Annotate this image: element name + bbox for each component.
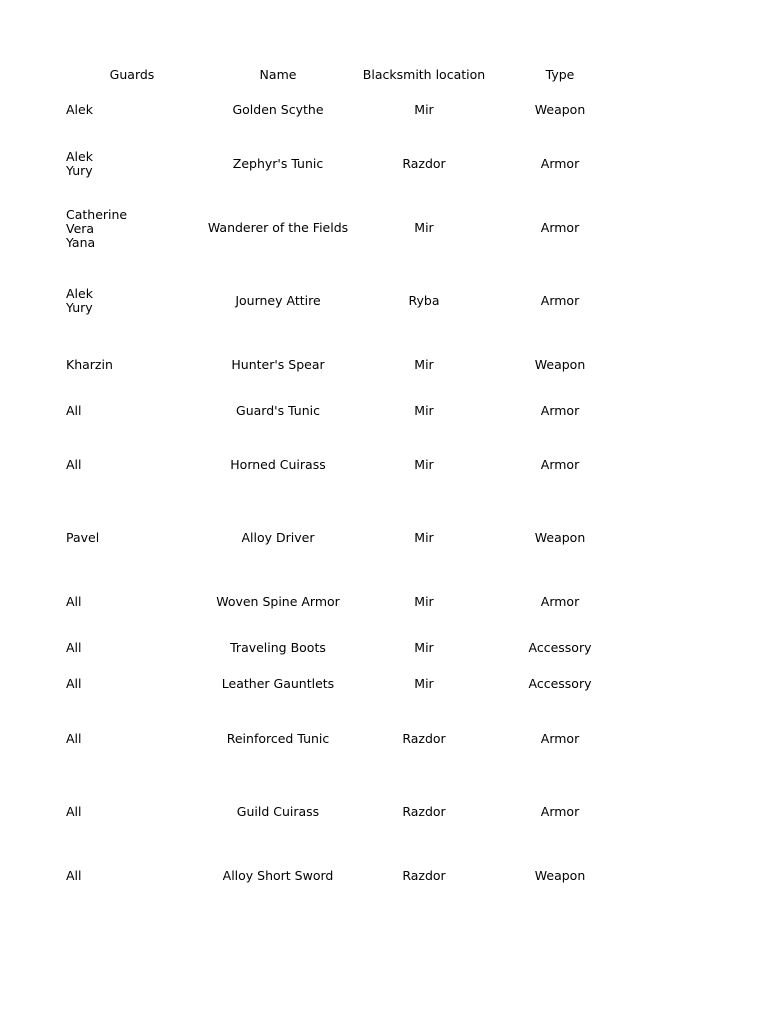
header-guards: Guards (109, 67, 155, 82)
item-name-cell: Wanderer of the Fields (207, 220, 349, 235)
type-cell: Weapon (534, 357, 586, 372)
guards-cell (66, 358, 113, 372)
item-name-cell: Alloy Driver (241, 530, 315, 545)
guard-name: All (66, 457, 82, 472)
item-name-cell: Guild Cuirass (236, 804, 320, 819)
guard-name: Alek (66, 149, 93, 164)
type-cell: Armor (540, 594, 580, 609)
type-cell: Armor (540, 220, 580, 235)
blacksmith-cell: Ryba (408, 293, 440, 308)
type-cell: Armor (540, 156, 580, 171)
guards-cell (66, 458, 82, 472)
guard-name: Vera (66, 221, 95, 236)
guard-name: Pavel (66, 530, 100, 545)
guard-name: Kharzin (66, 357, 113, 372)
type-cell: Weapon (534, 868, 586, 883)
type-cell: Armor (540, 293, 580, 308)
blacksmith-cell: Mir (414, 357, 434, 372)
guard-name: All (66, 804, 82, 819)
blacksmith-cell: Razdor (402, 868, 446, 883)
type-cell: Weapon (534, 530, 586, 545)
item-name-cell: Zephyr's Tunic (232, 156, 324, 171)
guards-cell (66, 208, 127, 250)
guards-cell (66, 595, 82, 609)
guard-name: All (66, 731, 82, 746)
type-cell: Armor (540, 403, 580, 418)
blacksmith-cell: Razdor (402, 731, 446, 746)
blacksmith-cell: Mir (414, 676, 434, 691)
guard-name: All (66, 676, 82, 691)
header-blacksmith-location: Blacksmith location (362, 67, 486, 82)
item-name-cell: Alloy Short Sword (222, 868, 334, 883)
guard-name: Yana (66, 235, 96, 250)
guard-name: Catherine (66, 207, 128, 222)
type-cell: Accessory (528, 640, 592, 655)
item-name-cell: Leather Gauntlets (221, 676, 335, 691)
type-cell: Accessory (528, 676, 592, 691)
item-name-cell: Journey Attire (235, 293, 321, 308)
item-name-cell: Guard's Tunic (236, 403, 320, 418)
guards-cell (66, 805, 82, 819)
blacksmith-cell: Mir (414, 403, 434, 418)
blacksmith-cell: Mir (414, 220, 434, 235)
guards-cell (66, 103, 93, 117)
guard-name: Alek (66, 286, 93, 301)
type-cell: Armor (540, 731, 580, 746)
guards-cell (66, 287, 93, 315)
guard-name: Alek (66, 102, 93, 117)
guard-name: All (66, 594, 82, 609)
item-name-cell: Hunter's Spear (231, 357, 325, 372)
item-name-cell: Woven Spine Armor (216, 594, 340, 609)
guards-cell (66, 404, 82, 418)
blacksmith-cell: Razdor (402, 156, 446, 171)
guards-cell (66, 150, 93, 178)
item-name-cell: Horned Cuirass (230, 457, 326, 472)
blacksmith-cell: Razdor (402, 804, 446, 819)
guards-cell (66, 677, 82, 691)
type-cell: Weapon (534, 102, 586, 117)
header-type: Type (545, 67, 575, 82)
guard-name: All (66, 868, 82, 883)
guards-cell (66, 732, 82, 746)
guards-cell (66, 531, 99, 545)
type-cell: Armor (540, 457, 580, 472)
header-name: Name (259, 67, 297, 82)
blacksmith-cell: Mir (414, 457, 434, 472)
guards-cell (66, 641, 82, 655)
guard-name: All (66, 403, 82, 418)
blacksmith-cell: Mir (414, 530, 434, 545)
item-name-cell: Golden Scythe (232, 102, 324, 117)
item-name-cell: Traveling Boots (230, 640, 326, 655)
blacksmith-cell: Mir (414, 594, 434, 609)
guards-cell (66, 869, 82, 883)
guard-name: Yury (66, 300, 93, 315)
blacksmith-cell: Mir (414, 102, 434, 117)
guard-name: All (66, 640, 82, 655)
guard-name: Yury (66, 163, 93, 178)
blacksmith-cell: Mir (414, 640, 434, 655)
type-cell: Armor (540, 804, 580, 819)
item-name-cell: Reinforced Tunic (226, 731, 330, 746)
